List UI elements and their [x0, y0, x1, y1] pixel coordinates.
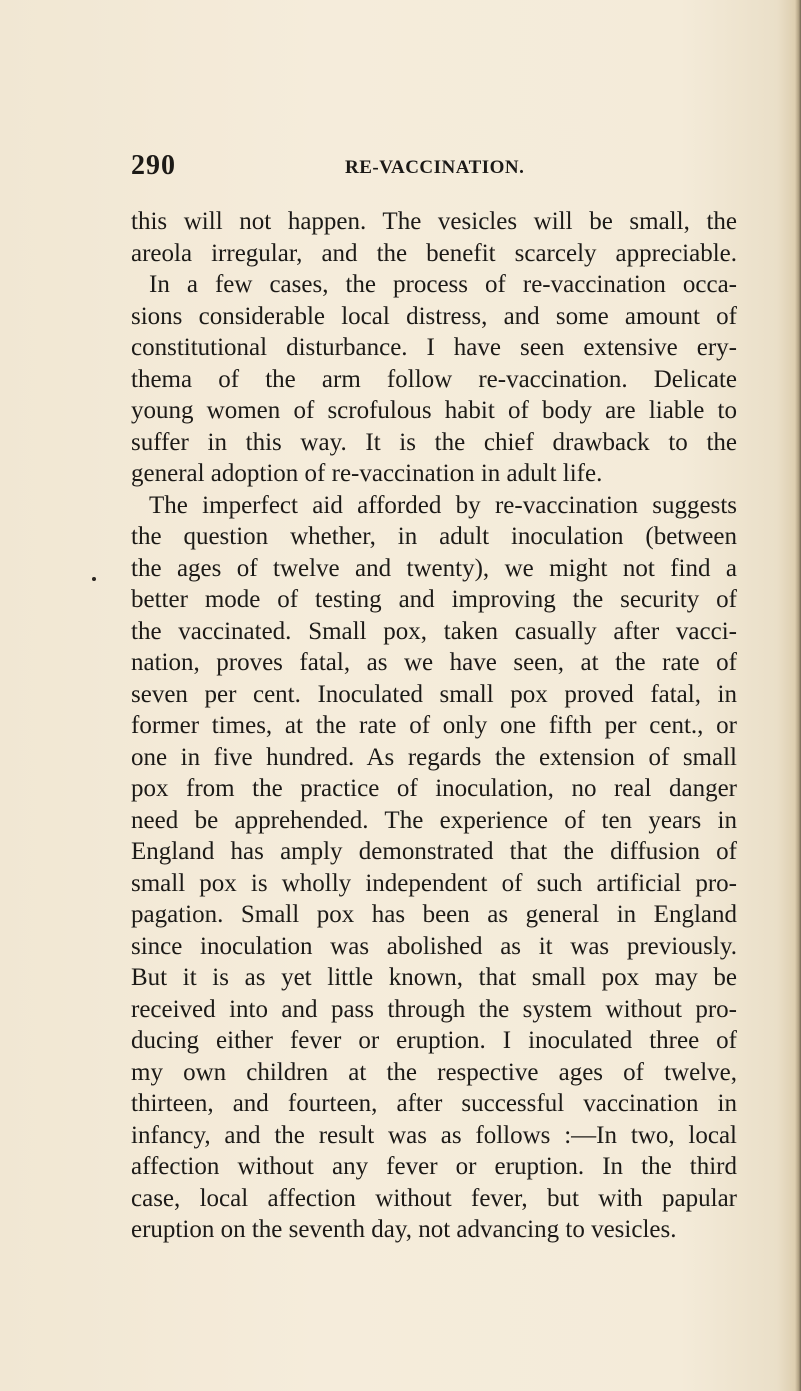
text-line: eruption on the seventh day, not advancing to vesicles. — [131, 1216, 677, 1243]
text-line: suffer in this way. It is the chief drawback to the — [131, 428, 737, 456]
text-line: nation, proves fatal, as we have seen, at the rate of — [131, 649, 737, 676]
page-edge-shadow — [795, 0, 801, 1391]
text-line: better mode of testing and improving the security of — [131, 586, 737, 613]
margin-mark — [92, 577, 96, 581]
text-line: the question whether, in adult inoculation (between — [131, 523, 737, 550]
text-line: constitutional disturbance. I have seen extensive ery- — [131, 334, 737, 361]
text-line: pox from the practice of inoculation, no real danger — [131, 775, 737, 802]
text-line: small pox is wholly independent of such artificial pro- — [131, 869, 737, 897]
text-line: former times, at the rate of only one fifth per cent., or — [131, 712, 737, 739]
page-header — [0, 150, 801, 184]
text-line: the vaccinated. Small pox, taken casually after vacci- — [131, 617, 737, 645]
text-line: thirteen, and fourteen, after successful vaccination in — [131, 1090, 737, 1117]
text-line: England has amply demonstrated that the diffusion of — [131, 838, 737, 865]
text-line: The imperfect aid afforded by re-vaccination suggests — [149, 491, 737, 519]
text-line: areola irregular, and the benefit scarcely appreciable. — [131, 239, 737, 267]
text-line: received into and pass through the system without pro- — [131, 995, 737, 1023]
text-line: need be apprehended. The experience of ten years in — [131, 806, 737, 834]
text-line: In a few cases, the process of re-vaccination occa- — [149, 271, 737, 298]
text-line: this will not happen. The vesicles will be small, the — [131, 208, 737, 235]
body-text — [131, 206, 737, 1246]
text-line: pagation. Small pox has been as general in England — [131, 901, 737, 928]
text-line: thema of the arm follow re-vaccination. Delicate — [131, 365, 737, 393]
text-line: the ages of twelve and twenty), we might not find a — [131, 554, 737, 582]
text-line: since inoculation was abolished as it was previously. — [131, 932, 737, 960]
running-head: RE-VACCINATION. — [345, 157, 525, 178]
text-line: sions considerable local distress, and some amount of — [131, 302, 737, 330]
text-line: young women of scrofulous habit of body are liable to — [131, 397, 737, 424]
text-line: But it is as yet little known, that small pox may be — [131, 964, 737, 991]
text-line: one in five hundred. As regards the extension of small — [131, 743, 737, 771]
page-number: 290 — [131, 150, 176, 181]
text-line: case, local affection without fever, but with papular — [131, 1184, 737, 1212]
text-line: my own children at the respective ages of twelve, — [131, 1058, 737, 1086]
text-line: seven per cent. Inoculated small pox proved fatal, in — [131, 680, 737, 708]
text-line: ducing either fever or eruption. I inoculated three of — [131, 1027, 737, 1054]
text-line: general adoption of re-vaccination in adult life. — [131, 460, 603, 487]
text-line: affection without any fever or eruption. In the third — [131, 1153, 737, 1180]
text-line: infancy, and the result was as follows :—In two, local — [131, 1121, 737, 1149]
